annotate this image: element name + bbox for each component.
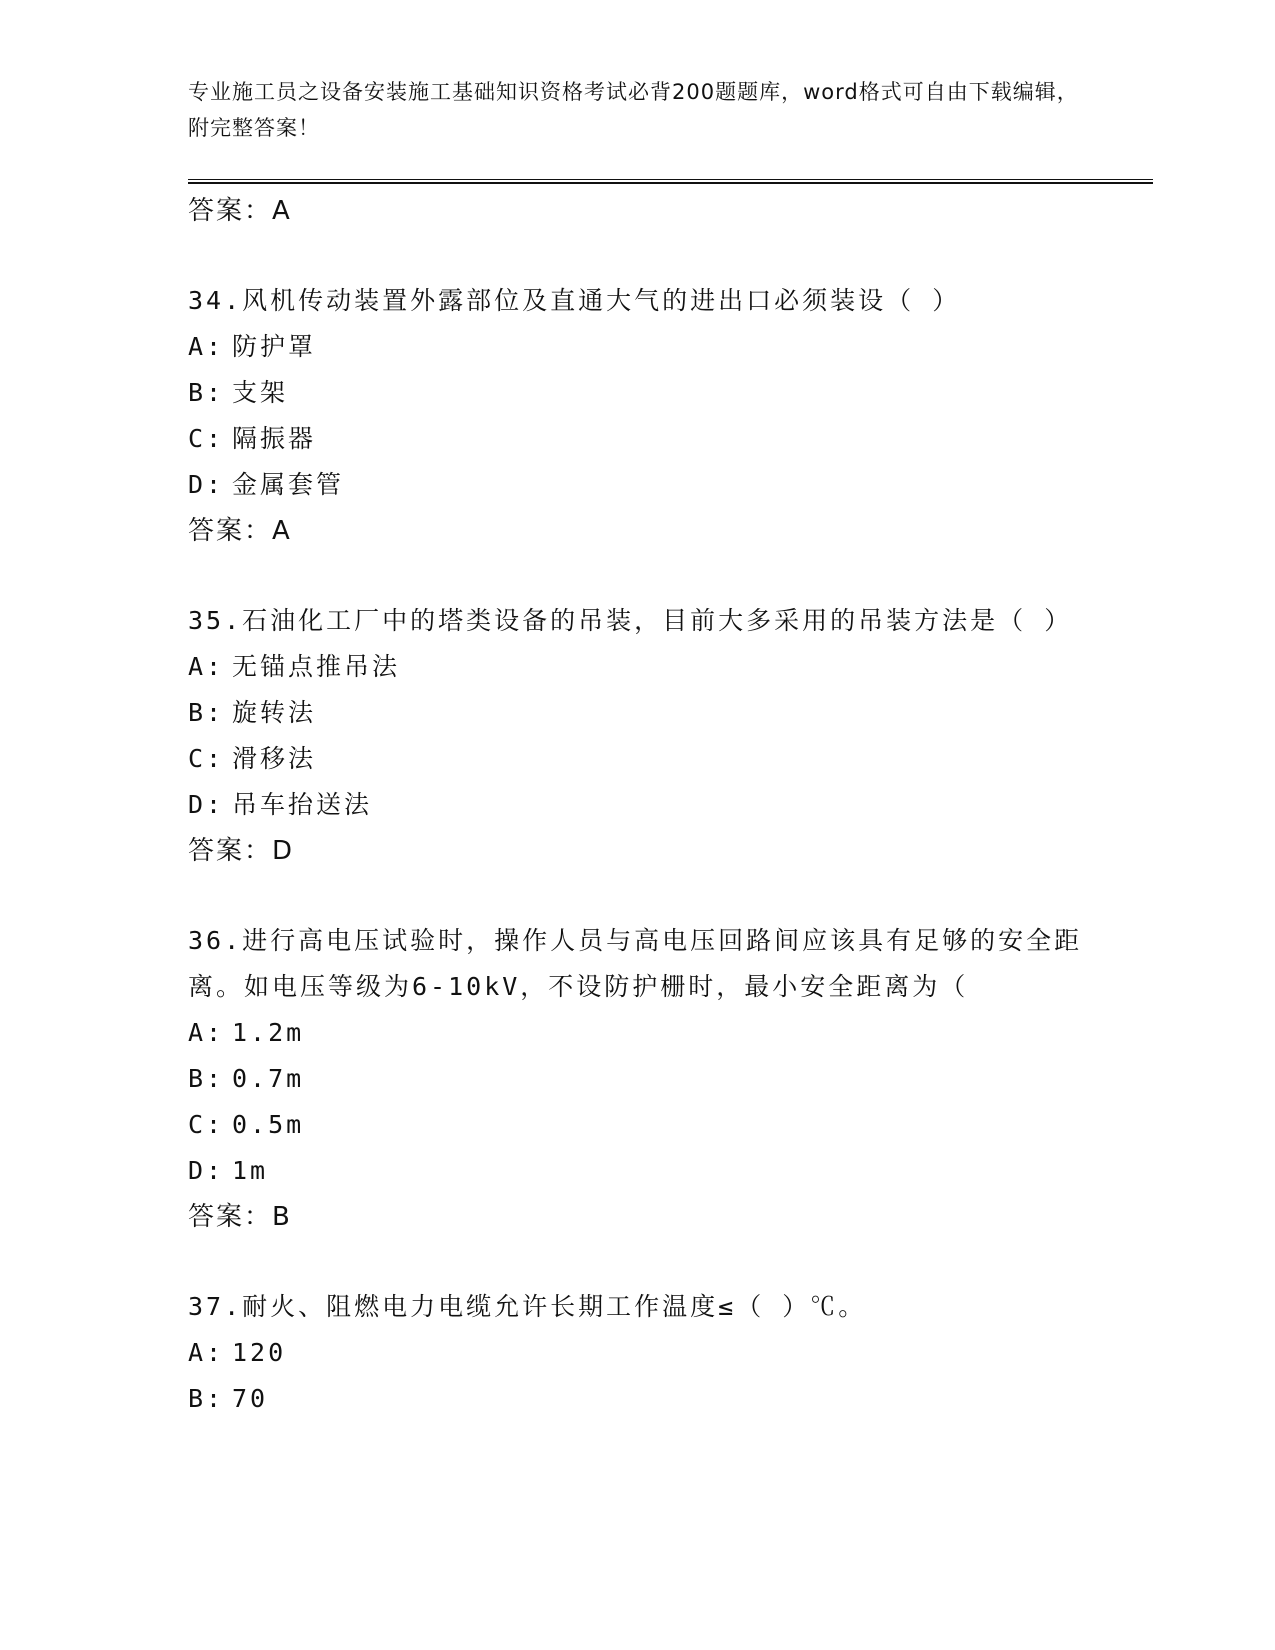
document-header — [188, 74, 1088, 146]
option-d — [188, 1148, 1088, 1194]
header-divider — [188, 179, 1153, 180]
option-a — [188, 1010, 1088, 1056]
option-text: 防护罩 — [232, 332, 317, 361]
option-a — [188, 644, 1088, 690]
option-text: 0.5m — [232, 1110, 305, 1139]
header-text: 专业施工员之设备安装施工基础知识资格考试必背200题题库，word格式可自由下载编辑，附完整答案！ — [188, 80, 1079, 140]
answer-label: 答案：B — [188, 1202, 292, 1232]
option-text: 0.7m — [232, 1064, 305, 1093]
option-text: 1.2m — [232, 1018, 305, 1047]
option-key: A: — [188, 1338, 225, 1367]
option-d — [188, 462, 1088, 508]
option-key: A: — [188, 1018, 225, 1047]
option-a — [188, 324, 1088, 370]
option-key: B: — [188, 1384, 225, 1413]
option-b — [188, 370, 1088, 416]
option-key: D: — [188, 470, 225, 499]
question-text: 37.耐火、阻燃电力电缆允许长期工作温度≤（ ）℃。 — [188, 1292, 867, 1321]
option-b — [188, 690, 1088, 736]
question-text: 35.石油化工厂中的塔类设备的吊装，目前大多采用的吊装方法是（ ） — [188, 606, 1073, 635]
option-c — [188, 736, 1088, 782]
option-c — [188, 416, 1088, 462]
option-c — [188, 1102, 1088, 1148]
option-text: 1m — [232, 1156, 269, 1185]
option-b — [188, 1056, 1088, 1102]
option-text: 吊车抬送法 — [232, 790, 373, 819]
option-key: B: — [188, 378, 225, 407]
option-key: C: — [188, 1110, 225, 1139]
option-key: D: — [188, 790, 225, 819]
option-key: B: — [188, 698, 225, 727]
option-key: A: — [188, 332, 225, 361]
option-text: 70 — [232, 1384, 269, 1413]
option-text: 支架 — [232, 378, 289, 407]
answer-label: 答案：D — [188, 836, 295, 866]
option-a — [188, 1330, 1088, 1376]
option-text: 120 — [232, 1338, 287, 1367]
answer-label: 答案：A — [188, 196, 292, 226]
option-key: B: — [188, 1064, 225, 1093]
question-list — [188, 188, 1088, 1422]
option-b — [188, 1376, 1088, 1422]
option-text: 隔振器 — [232, 424, 317, 453]
option-key: A: — [188, 652, 225, 681]
option-text: 无锚点推吊法 — [232, 652, 401, 681]
option-key: C: — [188, 424, 225, 453]
question-text: 36.进行高电压试验时，操作人员与高电压回路间应该具有足够的安全距离。如电压等级为6-10kV，不设防护栅时，最小安全距离为（ — [188, 926, 1083, 1001]
answer-label: 答案：A — [188, 516, 292, 546]
header-divider-thick — [188, 182, 1153, 184]
question-text: 34.风机传动装置外露部位及直通大气的进出口必须装设（ ） — [188, 286, 961, 315]
option-key: D: — [188, 1156, 225, 1185]
option-text: 旋转法 — [232, 698, 317, 727]
option-text: 金属套管 — [232, 470, 345, 499]
option-d — [188, 782, 1088, 828]
option-key: C: — [188, 744, 225, 773]
option-text: 滑移法 — [232, 744, 317, 773]
